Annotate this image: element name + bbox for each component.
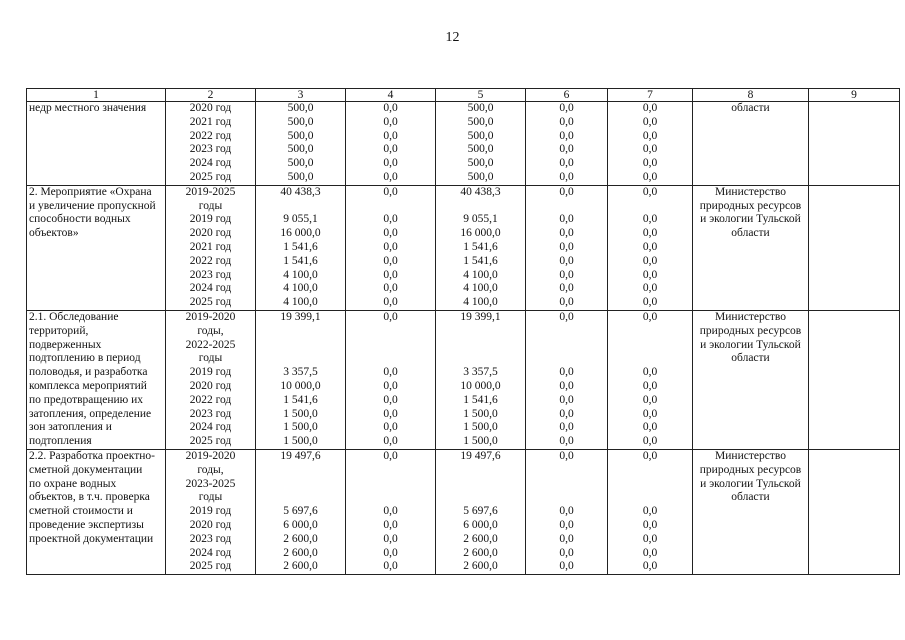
measure-name-line: 2.1. Обследование xyxy=(29,310,119,323)
measure-name-cell xyxy=(27,310,166,449)
column-4-line xyxy=(348,325,433,339)
total-line xyxy=(258,491,343,505)
period-line: 2023 год xyxy=(189,143,232,156)
total-line: 19 399,1 xyxy=(280,310,321,323)
period-line: 2024 год xyxy=(189,282,232,295)
column-7-line: 0,0 xyxy=(642,143,658,156)
executor-line: Министерство xyxy=(715,185,786,198)
column-6-line: 0,0 xyxy=(559,170,574,183)
column-4-line: 0,0 xyxy=(383,546,398,559)
column-7-line: 0,0 xyxy=(642,282,658,295)
column-4-line: 0,0 xyxy=(383,407,398,420)
column-9-cell xyxy=(809,102,900,186)
measure-name-line: объектов, в т.ч. проверка xyxy=(29,491,150,504)
column-7-line: 0,0 xyxy=(642,421,658,434)
column-6-line: 0,0 xyxy=(559,310,574,323)
executor-cell xyxy=(693,310,809,449)
measure-name-line: объектов» xyxy=(29,227,79,240)
column-6-line: 0,0 xyxy=(559,505,574,518)
column-4-line: 0,0 xyxy=(383,213,398,226)
measure-name-line: проектной документации xyxy=(29,532,154,545)
column-5-line xyxy=(438,352,523,366)
column-7-line: 0,0 xyxy=(642,115,658,128)
column-5-line xyxy=(438,200,523,214)
column-7-line: 0,0 xyxy=(642,157,658,170)
measure-name-line: комплекса мероприятий xyxy=(29,379,147,392)
column-4-line: 0,0 xyxy=(383,379,398,392)
executor-line: и экологии Тульской xyxy=(700,213,801,226)
column-6-line: 0,0 xyxy=(559,240,574,253)
total-line: 1 500,0 xyxy=(283,435,318,448)
column-7-line: 0,0 xyxy=(642,129,658,142)
column-4-line: 0,0 xyxy=(383,254,398,267)
period-cell xyxy=(166,310,256,449)
column-6-line: 0,0 xyxy=(559,518,574,531)
period-line: 2020 год xyxy=(189,518,232,531)
column-6-cell xyxy=(526,185,608,310)
period-line: 2023-2025 xyxy=(185,477,236,490)
column-6-line: 0,0 xyxy=(559,115,574,128)
column-5-line: 4 100,0 xyxy=(463,282,498,295)
column-7-line: 0,0 xyxy=(642,268,658,281)
column-6-line: 0,0 xyxy=(559,254,574,267)
column-7-cell xyxy=(608,185,693,310)
total-line: 500,0 xyxy=(287,170,314,183)
period-line: 2023 год xyxy=(189,532,232,545)
total-line: 1 500,0 xyxy=(283,407,318,420)
period-line: 2025 год xyxy=(189,296,232,309)
column-header: 9 xyxy=(809,89,900,102)
column-5-line: 1 541,6 xyxy=(463,254,498,267)
column-7-line: 0,0 xyxy=(642,170,658,183)
executor-line: природных ресурсов xyxy=(699,199,802,212)
column-6-line: 0,0 xyxy=(559,421,574,434)
column-6-line: 0,0 xyxy=(559,296,574,309)
column-4-line: 0,0 xyxy=(383,185,398,198)
column-header: 3 xyxy=(256,89,346,102)
total-line xyxy=(258,339,343,353)
period-line: 2022-2025 xyxy=(185,338,236,351)
total-line xyxy=(258,464,343,478)
column-9-cell xyxy=(809,310,900,449)
period-line: годы xyxy=(198,491,223,504)
period-line: 2019 год xyxy=(189,505,232,518)
column-4-line: 0,0 xyxy=(383,268,398,281)
column-6-line: 0,0 xyxy=(559,560,574,573)
column-5-line: 16 000,0 xyxy=(460,227,501,240)
column-7-line: 0,0 xyxy=(642,254,658,267)
measure-name-line: по предотвращению их xyxy=(29,393,144,406)
measure-name-line: сметной документации xyxy=(29,463,143,476)
column-header: 5 xyxy=(436,89,526,102)
column-4-cell xyxy=(346,185,436,310)
column-7-line xyxy=(610,200,690,214)
column-4-line: 0,0 xyxy=(383,227,398,240)
column-4-line xyxy=(348,478,433,492)
total-line: 500,0 xyxy=(287,102,314,114)
period-line: 2024 год xyxy=(189,421,232,434)
column-7-line: 0,0 xyxy=(642,435,658,448)
column-4-line: 0,0 xyxy=(383,296,398,309)
period-line: 2025 год xyxy=(189,170,232,183)
column-7-line: 0,0 xyxy=(642,213,658,226)
column-4-line: 0,0 xyxy=(383,129,398,142)
column-6-line: 0,0 xyxy=(559,449,574,462)
table-body xyxy=(27,102,900,575)
table-row xyxy=(27,185,900,310)
column-6-cell xyxy=(526,102,608,186)
column-7-line: 0,0 xyxy=(642,560,658,573)
column-4-line: 0,0 xyxy=(383,170,398,183)
column-6-line xyxy=(528,325,605,339)
executor-line: и экологии Тульской xyxy=(700,338,801,351)
column-6-line: 0,0 xyxy=(559,282,574,295)
table-row xyxy=(27,102,900,186)
column-6-line xyxy=(528,491,605,505)
column-5-line: 5 697,6 xyxy=(463,505,498,518)
column-7-cell xyxy=(608,310,693,449)
total-line: 1 541,6 xyxy=(283,240,318,253)
column-5-line: 500,0 xyxy=(467,143,494,156)
column-7-line xyxy=(610,325,690,339)
total-cell xyxy=(256,310,346,449)
period-line: 2024 год xyxy=(189,157,232,170)
executor-line: Министерство xyxy=(715,449,786,462)
column-4-cell xyxy=(346,102,436,186)
total-line: 2 600,0 xyxy=(283,560,318,573)
period-line: 2022 год xyxy=(189,129,232,142)
column-7-line: 0,0 xyxy=(642,366,658,379)
column-6-line: 0,0 xyxy=(559,143,574,156)
column-5-line: 9 055,1 xyxy=(463,213,498,226)
column-6-cell xyxy=(526,449,608,574)
column-5-line: 500,0 xyxy=(467,102,494,114)
total-line xyxy=(258,352,343,366)
column-4-line: 0,0 xyxy=(383,282,398,295)
column-5-line: 500,0 xyxy=(467,115,494,128)
measure-name-line: подтопления xyxy=(29,435,92,448)
total-cell xyxy=(256,102,346,186)
column-6-line: 0,0 xyxy=(559,185,574,198)
executor-cell xyxy=(693,449,809,574)
measure-name-cell xyxy=(27,449,166,574)
total-line: 1 541,6 xyxy=(283,393,318,406)
column-7-line xyxy=(610,491,690,505)
column-7-line: 0,0 xyxy=(642,185,658,198)
total-line: 5 697,6 xyxy=(283,505,318,518)
column-4-line xyxy=(348,464,433,478)
total-line: 16 000,0 xyxy=(280,227,321,240)
column-6-line: 0,0 xyxy=(559,532,574,545)
column-4-line: 0,0 xyxy=(383,102,398,114)
total-line: 500,0 xyxy=(287,143,314,156)
period-line: 2020 год xyxy=(189,227,232,240)
table-row xyxy=(27,310,900,449)
column-5-line xyxy=(438,325,523,339)
executor-line: области xyxy=(731,102,770,114)
column-4-line: 0,0 xyxy=(383,366,398,379)
total-line: 1 500,0 xyxy=(283,421,318,434)
column-7-line: 0,0 xyxy=(642,102,658,114)
period-line: 2020 год xyxy=(189,379,232,392)
measure-name-line: по охране водных xyxy=(29,477,117,490)
column-6-line xyxy=(528,339,605,353)
column-5-line: 1 541,6 xyxy=(463,393,498,406)
column-7-line: 0,0 xyxy=(642,532,658,545)
column-5-line xyxy=(438,491,523,505)
column-6-line: 0,0 xyxy=(559,393,574,406)
total-line: 4 100,0 xyxy=(283,296,318,309)
column-4-line xyxy=(348,491,433,505)
total-line: 1 541,6 xyxy=(283,254,318,267)
measure-name-line: и увеличение пропускной xyxy=(29,199,156,212)
column-7-line: 0,0 xyxy=(642,518,658,531)
column-5-line xyxy=(438,478,523,492)
column-7-line xyxy=(610,478,690,492)
column-5-line: 4 100,0 xyxy=(463,268,498,281)
column-4-line: 0,0 xyxy=(383,435,398,448)
column-4-line: 0,0 xyxy=(383,449,398,462)
column-7-line: 0,0 xyxy=(642,310,658,323)
header-row xyxy=(27,89,900,102)
period-line: 2021 год xyxy=(189,240,232,253)
column-7-line: 0,0 xyxy=(642,546,658,559)
column-4-line: 0,0 xyxy=(383,240,398,253)
column-5-line: 2 600,0 xyxy=(463,560,498,573)
column-header: 1 xyxy=(27,89,166,102)
column-header: 4 xyxy=(346,89,436,102)
table-row xyxy=(27,449,900,574)
total-line: 3 357,5 xyxy=(283,366,318,379)
total-line xyxy=(258,325,343,339)
total-line: 6 000,0 xyxy=(283,518,318,531)
column-5-line: 19 399,1 xyxy=(460,310,501,323)
measure-name-line: зон затопления и xyxy=(29,421,112,434)
column-5-line: 2 600,0 xyxy=(463,532,498,545)
column-5-line: 6 000,0 xyxy=(463,518,498,531)
column-4-cell xyxy=(346,310,436,449)
column-5-line xyxy=(438,464,523,478)
period-line: 2025 год xyxy=(189,435,232,448)
column-7-line: 0,0 xyxy=(642,296,658,309)
period-line: 2022 год xyxy=(189,254,232,267)
executor-cell xyxy=(693,185,809,310)
column-4-line: 0,0 xyxy=(383,157,398,170)
period-line: годы, xyxy=(197,463,224,476)
period-line: годы xyxy=(198,199,223,212)
column-4-line xyxy=(348,200,433,214)
column-6-line xyxy=(528,464,605,478)
column-4-line: 0,0 xyxy=(383,560,398,573)
column-6-line: 0,0 xyxy=(559,213,574,226)
period-cell xyxy=(166,102,256,186)
column-6-line xyxy=(528,478,605,492)
column-4-line: 0,0 xyxy=(383,393,398,406)
column-5-cell xyxy=(436,449,526,574)
column-5-line: 500,0 xyxy=(467,129,494,142)
column-5-line: 1 500,0 xyxy=(463,421,498,434)
column-header: 2 xyxy=(166,89,256,102)
measure-name-line: сметной стоимости и xyxy=(29,505,133,518)
measure-name-line: 2. Мероприятие «Охрана xyxy=(29,185,152,198)
total-cell xyxy=(256,449,346,574)
column-6-line: 0,0 xyxy=(559,268,574,281)
total-line: 19 497,6 xyxy=(280,449,321,462)
total-line xyxy=(258,200,343,214)
column-7-line xyxy=(610,464,690,478)
column-5-line: 1 500,0 xyxy=(463,407,498,420)
measure-name-line: территорий, xyxy=(29,324,89,337)
measure-name-line: проведение экспертизы xyxy=(29,518,144,531)
column-5-line: 1 541,6 xyxy=(463,240,498,253)
column-5-line: 500,0 xyxy=(467,157,494,170)
column-9-cell xyxy=(809,449,900,574)
column-5-line: 10 000,0 xyxy=(460,379,501,392)
column-5-line: 4 100,0 xyxy=(463,296,498,309)
executor-line: Министерство xyxy=(715,310,786,323)
column-5-line: 3 357,5 xyxy=(463,366,498,379)
column-6-line: 0,0 xyxy=(559,379,574,392)
column-9-cell xyxy=(809,185,900,310)
column-5-cell xyxy=(436,185,526,310)
period-line: 2024 год xyxy=(189,546,232,559)
column-6-line: 0,0 xyxy=(559,407,574,420)
total-line: 500,0 xyxy=(287,129,314,142)
column-4-line: 0,0 xyxy=(383,505,398,518)
total-line: 2 600,0 xyxy=(283,546,318,559)
column-7-cell xyxy=(608,449,693,574)
column-5-line xyxy=(438,339,523,353)
column-4-line: 0,0 xyxy=(383,518,398,531)
column-7-line xyxy=(610,352,690,366)
period-cell xyxy=(166,185,256,310)
page-number: 12 xyxy=(445,30,460,45)
total-line: 4 100,0 xyxy=(283,268,318,281)
column-7-line: 0,0 xyxy=(642,393,658,406)
column-5-line: 1 500,0 xyxy=(463,435,498,448)
executor-cell xyxy=(693,102,809,186)
column-4-line: 0,0 xyxy=(383,143,398,156)
column-4-line: 0,0 xyxy=(383,532,398,545)
executor-line: области xyxy=(731,491,770,504)
period-line: 2022 год xyxy=(189,393,232,406)
total-line: 2 600,0 xyxy=(283,532,318,545)
column-6-line: 0,0 xyxy=(559,435,574,448)
total-line xyxy=(258,478,343,492)
executor-line: области xyxy=(731,352,770,365)
column-7-line: 0,0 xyxy=(642,407,658,420)
measure-name-cell xyxy=(27,185,166,310)
column-6-cell xyxy=(526,310,608,449)
executor-line: и экологии Тульской xyxy=(700,477,801,490)
period-line: 2025 год xyxy=(189,560,232,573)
column-4-line xyxy=(348,352,433,366)
column-6-line: 0,0 xyxy=(559,227,574,240)
measure-name-line: половодья, и разработка xyxy=(29,366,148,379)
column-header: 6 xyxy=(526,89,608,102)
executor-line: области xyxy=(731,227,770,240)
period-line: годы xyxy=(198,352,223,365)
column-7-line: 0,0 xyxy=(642,449,658,462)
column-5-line: 40 438,3 xyxy=(460,185,501,198)
column-header: 7 xyxy=(608,89,693,102)
period-line: 2021 год xyxy=(189,115,232,128)
column-7-line xyxy=(610,339,690,353)
total-line: 500,0 xyxy=(287,157,314,170)
period-line: 2023 год xyxy=(189,407,232,420)
column-6-line xyxy=(528,352,605,366)
period-line: 2023 год xyxy=(189,268,232,281)
measure-name-line: подтоплению в период xyxy=(29,352,141,365)
measure-name-line: способности водных xyxy=(29,213,131,226)
total-line: 500,0 xyxy=(287,115,314,128)
column-6-line xyxy=(528,200,605,214)
column-4-line: 0,0 xyxy=(383,310,398,323)
total-line: 9 055,1 xyxy=(283,213,318,226)
period-line: 2019 год xyxy=(189,366,232,379)
column-5-line: 19 497,6 xyxy=(460,449,501,462)
total-line: 40 438,3 xyxy=(280,185,321,198)
column-4-cell xyxy=(346,449,436,574)
column-6-line: 0,0 xyxy=(559,102,574,114)
column-5-cell xyxy=(436,310,526,449)
period-line: 2019-2020 xyxy=(185,310,236,323)
column-6-line: 0,0 xyxy=(559,546,574,559)
period-line: 2019-2020 xyxy=(185,449,236,462)
column-5-cell xyxy=(436,102,526,186)
column-5-line: 500,0 xyxy=(467,170,494,183)
column-6-line: 0,0 xyxy=(559,157,574,170)
total-line: 4 100,0 xyxy=(283,282,318,295)
column-7-line: 0,0 xyxy=(642,505,658,518)
executor-line: природных ресурсов xyxy=(699,324,802,337)
executor-line: природных ресурсов xyxy=(699,463,802,476)
period-line: годы, xyxy=(197,324,224,337)
measure-name-cell xyxy=(27,102,166,186)
column-4-line: 0,0 xyxy=(383,115,398,128)
period-line: 2019 год xyxy=(189,213,232,226)
column-6-line: 0,0 xyxy=(559,129,574,142)
column-7-cell xyxy=(608,102,693,186)
period-line: 2019-2025 xyxy=(185,185,236,198)
total-cell xyxy=(256,185,346,310)
column-header: 8 xyxy=(693,89,809,102)
column-7-line: 0,0 xyxy=(642,379,658,392)
column-7-line: 0,0 xyxy=(642,227,658,240)
total-line: 10 000,0 xyxy=(280,379,321,392)
column-5-line: 2 600,0 xyxy=(463,546,498,559)
measure-name-line: 2.2. Разработка проектно- xyxy=(29,449,155,462)
period-line: 2020 год xyxy=(189,102,232,114)
column-7-line: 0,0 xyxy=(642,240,658,253)
period-cell xyxy=(166,449,256,574)
column-4-line xyxy=(348,339,433,353)
column-4-line: 0,0 xyxy=(383,421,398,434)
column-6-line: 0,0 xyxy=(559,366,574,379)
measure-name-line: подверженных xyxy=(29,338,102,351)
measure-name-line: недр местного значения xyxy=(29,102,147,114)
measure-name-line: затопления, определение xyxy=(29,407,152,420)
budget-table xyxy=(26,88,900,575)
